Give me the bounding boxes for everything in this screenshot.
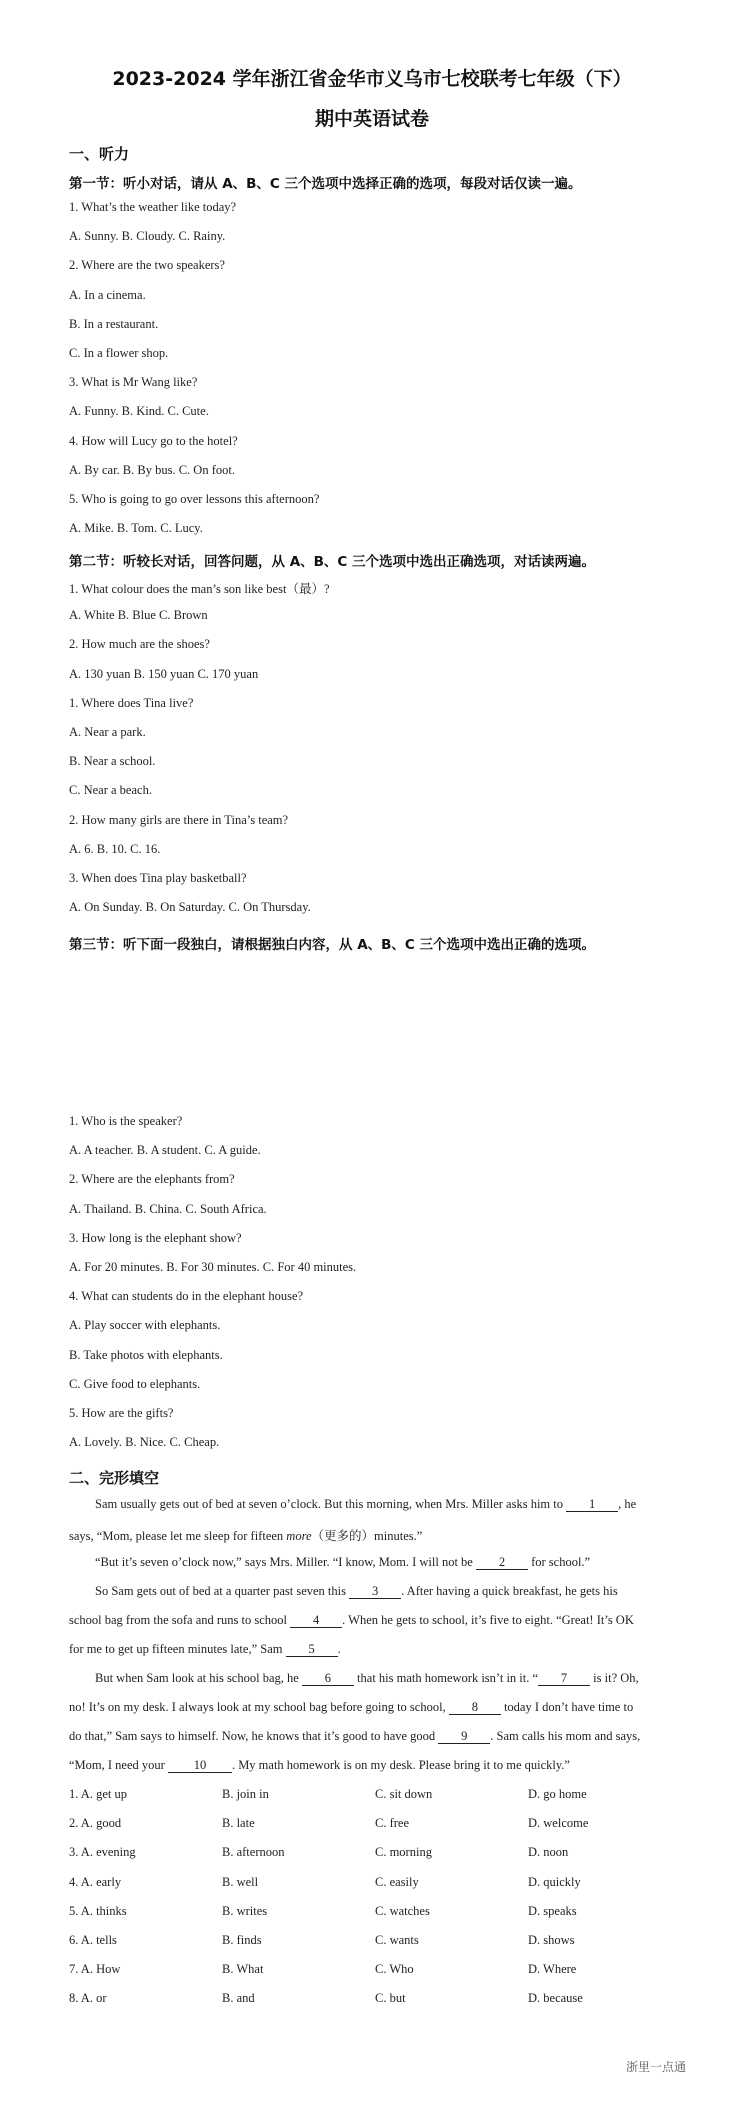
- question-line: 3. How long is the elephant show?: [69, 1230, 242, 1245]
- blank-5: 5: [286, 1642, 338, 1657]
- question-line: C. Give food to elephants.: [69, 1376, 201, 1391]
- option-choice: D. speaks: [528, 1903, 577, 1918]
- cloze-line: [95, 1584, 679, 1599]
- option-choice: B. join in: [222, 1787, 269, 1801]
- question-line: 5. Who is going to go over lessons this afternoon?: [69, 492, 320, 506]
- cloze-text: today I don’t have time to: [500, 1700, 634, 1714]
- option-choice: 1. A. get up: [69, 1787, 127, 1801]
- question-line: A. A teacher. B. A student. C. A guide.: [69, 1143, 261, 1158]
- option-choice: D. go home: [528, 1787, 587, 1801]
- cloze-text: （更多的）minutes.”: [311, 1529, 423, 1543]
- option-choice: C. sit down: [375, 1787, 433, 1801]
- option-choice: D. noon: [528, 1845, 569, 1860]
- part2-heading: 二、完形填空: [69, 1469, 160, 1487]
- cloze-line: [69, 1729, 679, 1744]
- option-choice: 5. A. thinks: [69, 1903, 127, 1918]
- question-line: B. Near a school.: [69, 754, 156, 769]
- question-line: A. Thailand. B. China. C. South Africa.: [69, 1201, 267, 1216]
- cloze-text: is it? Oh,: [590, 1671, 639, 1685]
- cloze-text: . My math homework is on my desk. Please bring it to me quickly.”: [231, 1758, 570, 1772]
- question-line: 3. When does Tina play basketball?: [69, 871, 247, 885]
- option-choice: D. Where: [528, 1962, 577, 1977]
- option-choice: B. late: [222, 1816, 255, 1831]
- question-line: 1. What colour does the man’s son like best（最）?: [69, 582, 330, 596]
- question-line: A. 6. B. 10. C. 16.: [69, 841, 161, 856]
- cloze-line: [69, 1700, 679, 1715]
- question-line: A. In a cinema.: [69, 287, 146, 302]
- question-line: 1. Where does Tina live?: [69, 695, 194, 710]
- blank-1: 1: [566, 1497, 618, 1512]
- option-choice: C. easily: [375, 1874, 419, 1889]
- question-line: A. White B. Blue C. Brown: [69, 608, 208, 623]
- question-line: B. In a restaurant.: [69, 316, 159, 331]
- option-choice: 3. A. evening: [69, 1845, 136, 1860]
- option-choice: C. morning: [375, 1845, 432, 1860]
- question-line: A. Funny. B. Kind. C. Cute.: [69, 404, 209, 419]
- cloze-text: So Sam gets out of bed at a quarter past seven this: [95, 1584, 350, 1598]
- exam-subtitle: 期中英语试卷: [314, 108, 429, 130]
- cloze-text: “Mom, I need your: [69, 1758, 168, 1772]
- section2-heading: 第二节：听较长对话，回答问题，从 A、B、C 三个选项中选出正确选项，对话读两遍。: [69, 554, 596, 570]
- cloze-text: . When he gets to school, it’s five to eight. “Great! It’s OK: [342, 1613, 634, 1627]
- option-choice: D. because: [528, 1991, 583, 2006]
- question-line: C. In a flower shop.: [69, 346, 169, 360]
- footer-brand: 浙里一点通: [625, 2060, 686, 2074]
- question-line: A. Mike. B. Tom. C. Lucy.: [69, 521, 203, 536]
- section3-heading: 第三节：听下面一段独白，请根据独白内容，从 A、B、C 三个选项中选出正确的选项。: [69, 937, 596, 953]
- blank-9: 9: [438, 1729, 490, 1744]
- option-choice: 2. A. good: [69, 1816, 122, 1831]
- option-choice: B. well: [222, 1874, 259, 1889]
- question-line: A. By car. B. By bus. C. On foot.: [69, 462, 235, 477]
- question-line: 2. How many girls are there in Tina’s team?: [69, 812, 289, 827]
- question-line: A. Near a park.: [69, 725, 146, 739]
- cloze-line: [69, 1758, 679, 1773]
- option-choice: B. and: [222, 1991, 255, 2006]
- option-choice: B. What: [222, 1962, 264, 1977]
- option-choice: C. watches: [375, 1903, 430, 1918]
- question-line: C. Near a beach.: [69, 783, 152, 798]
- option-choice: C. wants: [375, 1933, 419, 1947]
- option-choice: D. welcome: [528, 1816, 589, 1831]
- blank-3: 3: [349, 1584, 401, 1599]
- question-line: A. Sunny. B. Cloudy. C. Rainy.: [69, 229, 226, 244]
- option-choice: B. afternoon: [222, 1845, 285, 1860]
- cloze-text: But when Sam look at his school bag, he: [95, 1671, 302, 1685]
- question-line: A. For 20 minutes. B. For 30 minutes. C. For 40 minutes.: [69, 1260, 357, 1274]
- option-choice: 7. A. How: [69, 1962, 121, 1977]
- option-choice: 8. A. or: [69, 1991, 107, 2006]
- cloze-line: [95, 1671, 679, 1686]
- option-choice: B. writes: [222, 1903, 268, 1918]
- blank-8: 8: [449, 1700, 501, 1715]
- question-line: A. On Sunday. B. On Saturday. C. On Thursday.: [69, 900, 311, 915]
- section1-heading: 第一节：听小对话，请从 A、B、C 三个选项中选择正确的选项，每段对话仅读一遍。: [69, 176, 582, 192]
- option-choice: B. finds: [222, 1933, 262, 1947]
- question-line: 5. How are the gifts?: [69, 1406, 174, 1420]
- blank-6: 6: [302, 1671, 354, 1686]
- question-line: A. Lovely. B. Nice. C. Cheap.: [69, 1435, 220, 1450]
- cloze-text: .: [337, 1642, 341, 1656]
- cloze-text: for me to get up fifteen minutes late,” Sam: [69, 1642, 286, 1656]
- option-choice: D. shows: [528, 1933, 575, 1947]
- cloze-line: [95, 1555, 679, 1570]
- cloze-line: [69, 1613, 679, 1628]
- question-line: 4. How will Lucy go to the hotel?: [69, 433, 238, 448]
- cloze-text: that his math homework isn’t in it. “: [353, 1671, 539, 1685]
- cloze-text: do that,” Sam says to himself. Now, he knows that it’s good to have good: [69, 1729, 439, 1743]
- cloze-text: more: [286, 1529, 312, 1543]
- question-line: 2. Where are the elephants from?: [69, 1172, 235, 1187]
- cloze-text: says, “Mom, please let me sleep for fifteen: [69, 1529, 287, 1543]
- cloze-line: [69, 1642, 679, 1657]
- cloze-text: school bag from the sofa and runs to school: [69, 1613, 291, 1627]
- cloze-text: . Sam calls his mom and says,: [490, 1729, 641, 1743]
- option-choice: 6. A. tells: [69, 1933, 117, 1947]
- blank-2: 2: [476, 1555, 528, 1570]
- question-line: 3. What is Mr Wang like?: [69, 375, 198, 390]
- question-line: 2. Where are the two speakers?: [69, 258, 225, 273]
- cloze-line: [95, 1497, 679, 1512]
- blank-7: 7: [538, 1671, 590, 1686]
- blank-4: 4: [290, 1613, 342, 1628]
- question-line: A. 130 yuan B. 150 yuan C. 170 yuan: [69, 666, 259, 681]
- question-line: 2. How much are the shoes?: [69, 637, 210, 652]
- option-choice: D. quickly: [528, 1874, 581, 1889]
- exam-title: 2023-2024 学年浙江省金华市义乌市七校联考七年级（下）: [112, 68, 632, 90]
- cloze-text: . After having a quick breakfast, he gets his: [401, 1584, 618, 1598]
- cloze-text: no! It’s on my desk. I always look at my school bag before going to school,: [69, 1700, 449, 1714]
- question-line: 4. What can students do in the elephant house?: [69, 1289, 304, 1304]
- cloze-line: [69, 1526, 679, 1544]
- option-choice: C. free: [375, 1816, 410, 1831]
- cloze-text: “But it’s seven o’clock now,” says Mrs. Miller. “I know, Mom. I will not be: [95, 1555, 476, 1569]
- part1-heading: 一、听力: [69, 145, 130, 163]
- option-choice: 4. A. early: [69, 1874, 122, 1889]
- cloze-text: , he: [618, 1497, 637, 1511]
- option-choice: C. but: [375, 1991, 406, 2006]
- cloze-text: for school.”: [527, 1555, 591, 1569]
- question-line: A. Play soccer with elephants.: [69, 1318, 221, 1333]
- question-line: 1. Who is the speaker?: [69, 1114, 183, 1128]
- question-line: B. Take photos with elephants.: [69, 1347, 223, 1362]
- cloze-text: Sam usually gets out of bed at seven o’clock. But this morning, when Mrs. Miller asks him to: [95, 1497, 567, 1511]
- question-line: 1. What’s the weather like today?: [69, 200, 237, 214]
- blank-10: 10: [168, 1758, 232, 1773]
- option-choice: C. Who: [375, 1962, 414, 1977]
